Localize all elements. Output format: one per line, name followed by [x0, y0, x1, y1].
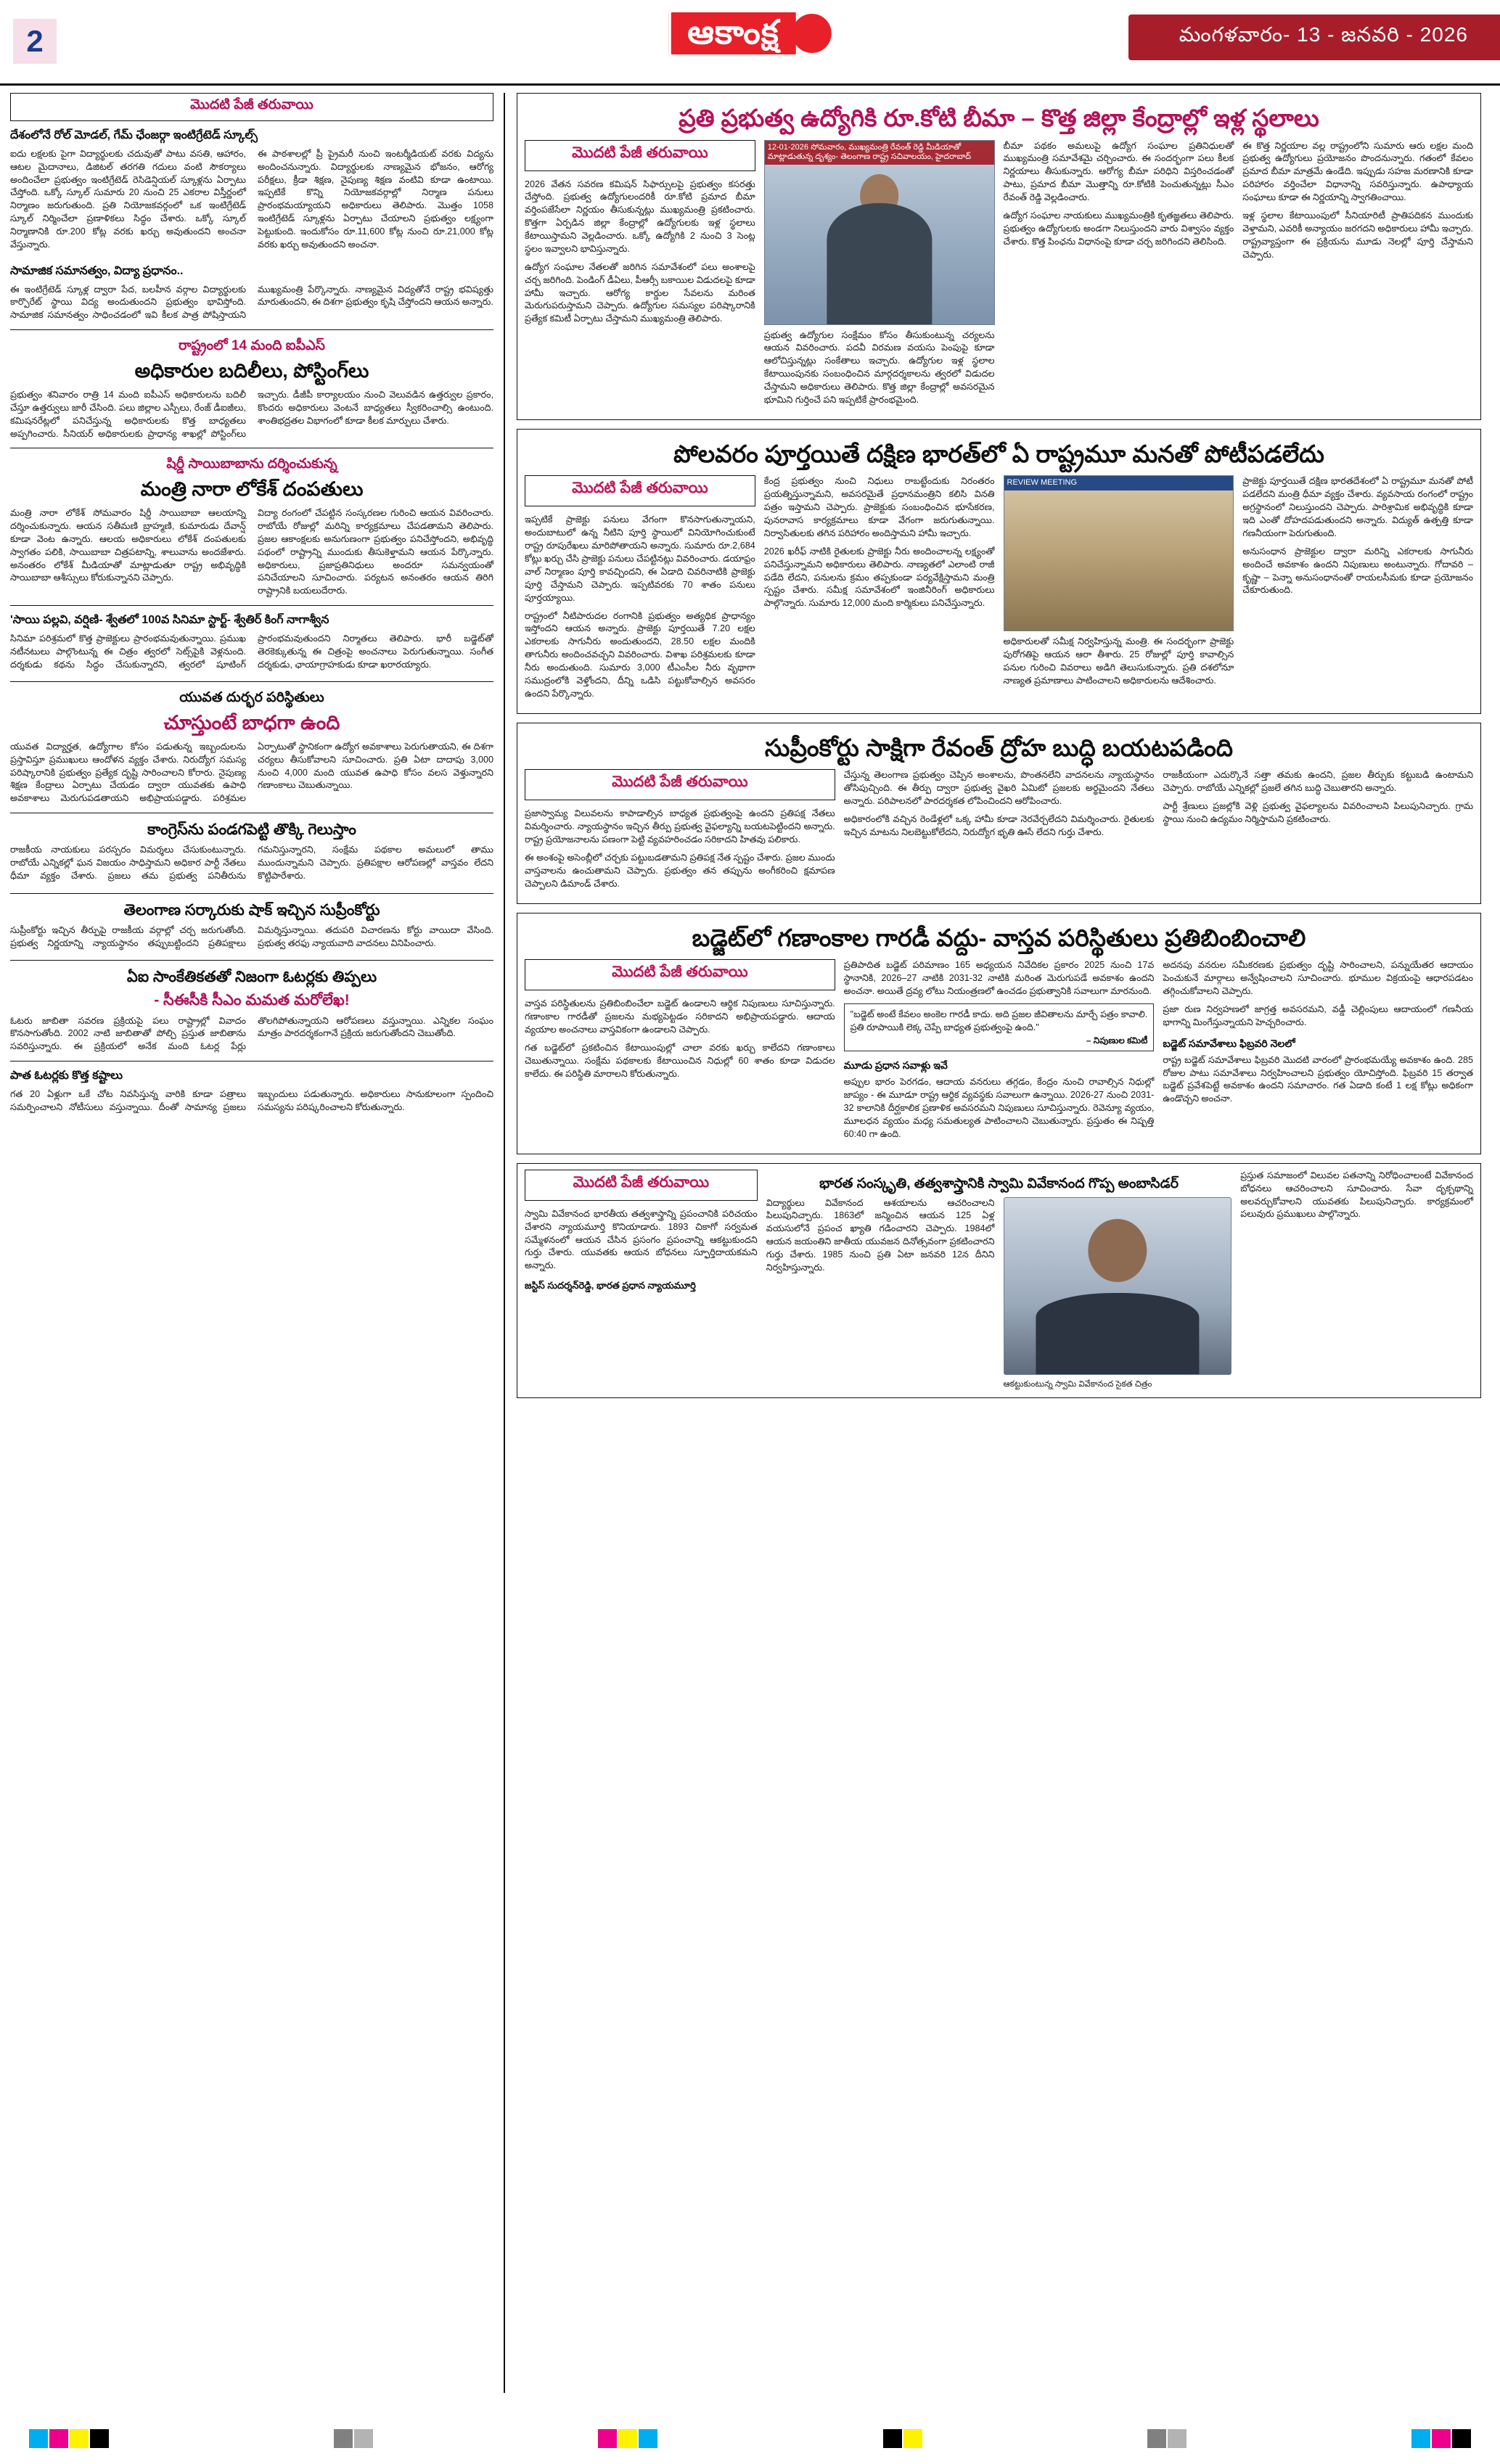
color-swatch	[1168, 2429, 1187, 2448]
logo-mark-icon	[792, 14, 832, 53]
color-swatch	[883, 2429, 902, 2448]
registration-color-bars	[0, 2413, 1500, 2464]
supreme-para-2: ఈ అంశంపై అసెంబ్లీలో చర్చకు పట్టుబడతామని ప్రతిపక్ష నేత స్పష్టం చేశారు. ప్రజల ముందు వాస్తవాలను ఉంచుతామని చెప్పారు. ప్రభుత్వం తన తప్పును అంగీకరించి క్షమాపణ చెప్పాలని డిమాండ్ చేశారు.	[525, 852, 835, 889]
logo-text: ఆకాంక్ష	[668, 10, 798, 57]
story-supremecourt-headline: సుప్రీంకోర్టు సాక్షిగా రేవంత్ ద్రోహ బుద్ధి బయటపడింది	[764, 734, 1234, 761]
youth-body	[10, 741, 493, 805]
continuation-label: మొదటి పేజీ తరువాయి	[525, 140, 755, 171]
cm-press-meet-photo	[764, 140, 995, 325]
divider	[10, 960, 493, 961]
polavaram-photo-caption: అధికారులతో సమీక్ష నిర్వహిస్తున్న మంత్రి. ఈ సందర్భంగా ప్రాజెక్టు పురోగతిపై ఆయన ఆరా తీశారు. 25 రోజుల్లో పూర్తి కావాల్సిన పనుల గురించి వివరాలు అడిగి తెలుసుకున్నారు. ప్రతి దశలోనూ నాణ్యత ప్రమాణాలు పాటించాలని అధికారులను ఆదేశించారు.	[1003, 636, 1234, 686]
shirdi-body	[10, 507, 493, 598]
youth-para: యువత విద్యార్హత, ఉద్యోగాల కోసం పడుతున్న ఇబ్బందులను ప్రస్తావిస్తూ ప్రముఖులు ఆందోళన వ్యక్తం చేశారు. నిరుద్యోగ సమస్య పరిష్కారానికి ప్రభుత్వం ప్రత్యేక దృష్టి సారించాలని కోరారు. నైపుణ్య శిక్షణ కేంద్రాలు ఏర్పాటు చేయడం ద్వారా యువతకు ఉపాధి అవకాశాలు మెరుగుపడతాయని అభిప్రాయపడ్డారు. పరిశ్రమల ఏర్పాటుతో స్థానికంగా ఉద్యోగ అవకాశాలు పెరుగుతాయని, ఈ దిశగా చర్యలు తీసుకోవాలని సూచించారు. ప్రతి ఏటా దాదాపు 3,000 నుంచి 4,000 మంది యువత ఉపాధి కోసం వలస వెళ్తున్నారని గణాంకాలు చెబుతున్నాయి.	[10, 741, 493, 804]
supreme-para-4: అధికారంలోకి వచ్చిన రెండేళ్లలో ఒక్క హామీ కూడా నెరవేర్చలేదని విమర్శించారు. రైతులకు ఇచ్చిన మాటను నిలబెట్టుకోలేదని, నిరుద్యోగ భృతి ఊసే లేదని గుర్తు చేశారు.	[843, 813, 1155, 837]
budget-pullquote	[844, 1003, 1155, 1052]
budget-para-2: గత బడ్జెట్‌లో ప్రకటించిన కేటాయింపుల్లో చాలా వరకు ఖర్చు కాలేదని గణాంకాలు చెబుతున్నాయి. సంక్షేమ పథకాలకు కేటాయించిన నిధుల్లో 60 శాతం కూడా విడుదల కాలేదు. ఈ పరిస్థితి మారాలని కోరుతున్నారు.	[525, 1042, 835, 1079]
right-column	[505, 93, 1481, 2393]
story-insurance-col-2	[764, 140, 995, 412]
viveka-para-3: ప్రస్తుత సమాజంలో విలువల పతనాన్ని నిరోధించాలంటే వివేకానంద బోధనలు ఆచరించాలని సూచించారు. సేవా దృక్పథాన్ని అలవర్చుకోవాలని యువతకు పిలుపునిచ్చారు. కార్యక్రమంలో పలువురు ప్రముఖులు పాల్గొన్నారు.	[1240, 1170, 1473, 1220]
ias-body	[10, 389, 493, 441]
polavaram-para-6: అనుసంధాన ప్రాజెక్టుల ద్వారా మరిన్ని ఎకరాలకు సాగునీరు అందించే అవకాశం ఉందని నిపుణులు అంటున్నారు. గోదావరి – కృష్ణా – పెన్నా అనుసంధానంతో రాయలసీమకు కూడా ప్రయోజనం చేకూరుతుంది.	[1242, 546, 1473, 596]
supremecourt-headline: తెలంగాణ సర్కారుకు షాక్ ఇచ్చిన సుప్రీంకోర్టు	[123, 901, 380, 919]
budget-para-3: ప్రతిపాదిత బడ్జెట్ పరిమాణం 165 అధ్యయన నివేదికల ప్రకారం 2025 నుంచి 17వ స్థానానికి, 2026–27 నాటికి 2031-32 నాటికి మరింత మెరుగుపడే అవకాశం ఉందని అంచనా. అయితే ద్రవ్య లోటు నియంత్రణలో ఉంచడం ప్రభుత్వానికి సవాలుగా మారనుంది.	[843, 960, 1155, 996]
insurance-para-3: ప్రభుత్వ ఉద్యోగుల సంక్షేమం కోసం తీసుకుంటున్న చర్యలను ఆయన వివరించారు. పదవీ విరమణ వయసు పెంపుపై కూడా ఆలోచిస్తున్నట్లు సంకేతాలు ఇచ్చారు. ఉద్యోగుల ఇళ్ల స్థలాల కేటాయింపునకు సంబంధించిన మార్గదర్శకాలను త్వరలో విడుదల చేస్తామని అధికారులు తెలిపారు. కొత్త జిల్లా కేంద్రాల్లో అవసరమైన భూమిని గుర్తించే పని ఇప్పటికే ప్రారంభమైంది.	[763, 329, 995, 405]
viveka-para-2: విద్యార్థులు వివేకానంద ఆశయాలను ఆచరించాలని పిలుపునిచ్చారు. 1863లో జన్మించిన ఆయన 125 ఏళ్ల వయసులోనే ప్రపంచ ఖ్యాతి గడించారని చెప్పారు. 1984లో ఆయన జయంతిని జాతీయ యువజన దినోత్సవంగా ప్రకటించారని గుర్తు చేశారు. 1985 నుంచి ప్రతి ఏటా జనవరి 12న దీనిని నిర్వహిస్తున్నారు.	[766, 1197, 995, 1273]
viveka-photo-caption: ఆకట్టుకుంటున్న స్వామి వివేకానంద సైకత చిత్రం	[1003, 1379, 1152, 1389]
budget-para-6: ప్రజా రుణ నిర్వహణలో జాగ్రత్త అవసరమని, వడ్డీ చెల్లింపులు ఆదాయంలో గణనీయ భాగాన్ని మింగేస్తున్నాయని హెచ్చరించారు.	[1163, 1003, 1474, 1027]
continuation-label: మొదటి పేజీ తరువాయి	[525, 1170, 758, 1201]
story-supremecourt-col-3	[1163, 769, 1473, 895]
cinema-headline: 'సాయి పల్లవి, వర్షిణి- శ్వేతలో 100వ సినిమా స్టార్ట్- శ్వేతిర్ కింగ్ నాగాశ్వీన	[10, 614, 329, 627]
story-budget-col-3	[1163, 959, 1473, 1146]
color-swatch	[90, 2429, 109, 2448]
cinema-para: సినిమా పరిశ్రమలో కొత్త ప్రాజెక్టులు ప్రారంభమవుతున్నాయి. ప్రముఖ నటీనటులు పాల్గొంటున్న ఈ చిత్రం త్వరలో సెట్స్‌పైకి వెళ్లనుంది. దర్శకుడు కథను సిద్ధం చేసుకున్నారని, త్వరలో షూటింగ్ ప్రారంభమవుతుందని నిర్మాతలు తెలిపారు. భారీ బడ్జెట్‌తో తెరకెక్కుతున్న ఈ చిత్రంపై అంచనాలు పెరుగుతున్నాయి. సంగీత దర్శకుడు, ఛాయాగ్రాహకుడు కూడా ఖరారయ్యారు.	[10, 633, 493, 670]
budget-subhead-1: మూడు ప్రధాన సవాళ్లు ఇవే	[843, 1059, 948, 1072]
shirdi-headline: మంత్రి నారా లోకేశ్ దంపతులు	[140, 478, 364, 501]
cinema-body	[10, 633, 493, 674]
supremecourt-body	[10, 924, 493, 953]
viveka-para-1: స్వామి వివేకానంద భారతీయ తత్వశాస్త్రాన్ని ప్రపంచానికి పరిచయం చేశారని న్యాయమూర్తి కొనియాడారు. 1893 చికాగో సర్వమత సమ్మేళనంలో ఆయన చేసిన ప్రసంగం ప్రపంచాన్ని ఆకట్టుకుందని గుర్తు చేశారు. యువతకు ఆయన బోధనలు స్ఫూర్తిదాయకమని అన్నారు.	[525, 1208, 758, 1271]
ias-kicker: రాష్ట్రంలో 14 మంది ఐపీఎస్	[179, 338, 325, 354]
continuation-label: మొదటి పేజీ తరువాయి	[10, 93, 493, 121]
continuation-label: మొదటి పేజీ తరువాయి	[525, 475, 755, 506]
story-polavaram-col-4	[1242, 475, 1473, 705]
swatch-group-gray	[334, 2429, 373, 2448]
health-body	[10, 284, 493, 323]
ai-headline-2: - సీఈసీకి సీఎం మమత మరోలేఖ!	[154, 992, 350, 1009]
story-vivekananda-main	[766, 1170, 1232, 1390]
congress-body	[10, 844, 493, 885]
supreme-para-6: పార్టీ శ్రేణులు ప్రజల్లోకి వెళ్లి ప్రభుత్వ వైఫల్యాలను వివరించాలని పిలుపునిచ్చారు. గ్రామ స్థాయి నుంచి ఉద్యమం నిర్మిస్తామని ప్రకటించారు.	[1163, 801, 1474, 824]
left-column	[10, 93, 505, 2393]
ias-para: ప్రభుత్వం శనివారం రాత్రి 14 మంది ఐపీఎస్ అధికారులను బదిలీ చేస్తూ ఉత్తర్వులు జారీ చేసింది. పలు జిల్లాల ఎస్పీలు, రేంజ్ డీఐజీలు, కమిషనరేట్లలో పనిచేస్తున్న అధికారులకు కొత్త బాధ్యతలు అప్పగించారు. సీనియర్ అధికారులకు ప్రాధాన్య శాఖల్లో పోస్టింగ్‌లు ఇచ్చారు. డీజీపీ కార్యాలయం నుంచి వెలువడిన ఉత్తర్వుల ప్రకారం, కొందరు అధికారులు వెంటనే బాధ్యతలు స్వీకరించాల్సి ఉంటుంది. శాంతిభద్రతల విభాగంలో కూడా కీలక మార్పులు చేశారు.	[10, 389, 493, 439]
budget-para-1: వాస్తవ పరిస్థితులను ప్రతిబింబించేలా బడ్జెట్ ఉండాలని ఆర్థిక నిపుణులు సూచిస్తున్నారు. గణాంకాల గారడీతో ప్రజలను మభ్యపెట్టడం సరికాదని అభిప్రాయపడ్డారు. ఆదాయ వ్యయాల అంచనాలు వాస్తవికంగా ఉండాలని చెప్పారు.	[525, 998, 835, 1035]
intro-body	[10, 148, 493, 257]
story-polavaram-headline: పోలవరం పూర్తయితే దక్షిణ భారత్‌లో ఏ రాష్ట్రమూ మనతో పోటీపడలేదు	[673, 440, 1324, 467]
youth-kicker: యువత దుర్భర పరిస్థితులు	[179, 690, 324, 706]
date-line: మంగళవారం- 13 - జనవరి - 2026	[1128, 15, 1500, 60]
story-vivekananda-col-1	[525, 1170, 758, 1390]
photo-subject-body	[827, 203, 932, 324]
congress-para: రాజకీయ నాయకులు పరస్పరం విమర్శలు చేసుకుంటున్నారు. రాబోయే ఎన్నికల్లో ఘన విజయం సాధిస్తామని అధికార పార్టీ నేతలు ధీమా వ్యక్తం చేశారు. ప్రజలు తమ ప్రభుత్వ పనితీరును గమనిస్తున్నారని, సంక్షేమ పథకాల అమలులో తాము ముందున్నామని చెప్పారు. ప్రతిపక్షాల ఆరోపణల్లో వాస్తవం లేదని కొట్టిపారేశారు.	[10, 845, 493, 882]
polavaram-para-1: ఇప్పటికే ప్రాజెక్టు పనులు వేగంగా కొనసాగుతున్నాయని, అందుబాటులో ఉన్న నీటిని పూర్తి స్థాయిలో వినియోగించుకుంటే రాష్ట్ర రూపురేఖలు మారిపోతాయని అన్నారు. సుమారు రూ.2,684 కోట్లు ఖర్చు చేసి ప్రాజెక్టు పనులు చేపట్టినట్లు వివరించారు. డయాఫ్రం వాల్ నిర్మాణం పూర్తి కావచ్చిందని, ఈ ఏడాది చివరినాటికి ప్రాజెక్టు పూర్తి చేస్తామని చెప్పారు. ఇప్పటివరకు 70 శాతం పనులు పూర్తయ్యాయి.	[525, 514, 755, 603]
intro-para-1: ఐదు లక్షలకు పైగా విద్యార్థులకు చదువుతో పాటు వసతి, ఆహారం, ఆటల మైదానాలు, డిజిటల్ తరగతి గదులు వంటి సౌకర్యాలు అందించేలా ప్రభుత్వం ఇంటిగ్రేటెడ్ రెసిడెన్షియల్ స్కూళ్లను ఏర్పాటు చేస్తోంది. ఒక్కో స్కూల్ సుమారు 20 నుంచి 25 ఎకరాల విస్తీర్ణంలో నిర్మాణం జరుగుతుంది. ప్రతి నియోజకవర్గంలో ఒక ఇంటిగ్రేటెడ్ స్కూల్ నిర్మించేలా ప్రణాళికలు సిద్ధం చేశారు. ఒక్కో స్కూల్ నిర్మాణానికి రూ.200 కోట్ల వరకు ఖర్చు అవుతుందని అంచనా వేస్తున్నారు.	[10, 148, 246, 250]
insurance-para-5: ఈ కొత్త నిర్ణయాల వల్ల రాష్ట్రంలోని సుమారు ఆరు లక్షల మంది ప్రభుత్వ ఉద్యోగులు ప్రయోజనం పొందనున్నారు. గతంలో కేవలం ప్రమాద బీమా మాత్రమే ఉండేది. ఇప్పుడు సహజ మరణానికి కూడా పరిహారం వర్తించేలా విధానాన్ని సవరిస్తున్నారు. ఉపాధ్యాయ సంఘాలు కూడా ఈ నిర్ణయాన్ని స్వాగతించాయి.	[1242, 140, 1473, 203]
shirdi-para-2: విద్యా రంగంలో చేపట్టిన సంస్కరణల గురించి ఆయన వివరించారు. రాబోయే రోజుల్లో మరిన్ని కార్యక్రమాలు చేపడతామని తెలిపారు. ప్రజల ఆకాంక్షలకు అనుగుణంగా ప్రభుత్వం పనిచేస్తోందని, అభివృద్ధి పథంలో రాష్ట్రాన్ని ముందుకు తీసుకెళ్తామని ఆయన పేర్కొన్నారు. అధికారులు, ప్రజాప్రతినిధులు అందరూ సమన్వయంతో పనిచేయాలని సూచించారు. పర్యటన అనంతరం ఆయన తిరిగి రాష్ట్రానికి బయలుదేరారు.	[258, 508, 493, 596]
budget-quote-attribution: – నిపుణుల కమిటీ	[1086, 1035, 1148, 1046]
color-swatch	[49, 2429, 68, 2448]
color-swatch	[1452, 2429, 1471, 2448]
polavaram-para-5: ప్రాజెక్టు పూర్తయితే దక్షిణ భారతదేశంలో ఏ రాష్ట్రమూ మనతో పోటీ పడలేదని మంత్రి ధీమా వ్యక్తం చేశారు. వ్యవసాయ రంగంలో రాష్ట్రం అగ్రస్థానంలో నిలుస్తుందని చెప్పారు. పారిశ్రామిక అభివృద్ధికి కూడా ఇది ఎంతో దోహదపడుతుందని అన్నారు. విద్యుత్ ఉత్పత్తి కూడా గణనీయంగా పెరుగుతుంది.	[1242, 476, 1473, 538]
review-meeting-photo	[1004, 475, 1234, 631]
portrait-head	[1088, 1219, 1147, 1283]
story-polavaram-col-1	[525, 475, 755, 705]
color-swatch	[1432, 2429, 1451, 2448]
color-swatch	[1411, 2429, 1430, 2448]
divider	[10, 329, 493, 330]
story-vivekananda-col-3	[1240, 1170, 1473, 1390]
insurance-para-4: ఉద్యోగ సంఘాల నాయకులు ముఖ్యమంత్రికి కృతజ్ఞతలు తెలిపారు. ప్రభుత్వం ఉద్యోగులకు అండగా నిలుస్తుందని వారు విశ్వాసం వ్యక్తం చేశారు. కొత్త పింఛను విధానంపై కూడా చర్చ జరిగిందని తెలిసింది.	[1003, 210, 1234, 247]
masthead	[0, 0, 1500, 86]
story-insurance-headline: ప్రతి ప్రభుత్వ ఉద్యోగికి రూ.కోటి బీమా – కొత్త జిల్లా కేంద్రాల్లో ఇళ్ల స్థలాలు	[679, 104, 1319, 131]
ai-para: ఓటరు జాబితా సవరణ ప్రక్రియపై పలు రాష్ట్రాల్లో వివాదం కొనసాగుతోంది. 2002 నాటి జాబితాతో పోల్చి ప్రస్తుత జాబితాను సవరిస్తున్నారు. ఈ ప్రక్రియలో అనేక మంది ఓటర్ల పేర్లు తొలగిపోతున్నాయని ఆరోపణలు వస్తున్నాయి. ఎన్నికల సంఘం మాత్రం పారదర్శకంగానే ప్రక్రియ జరుగుతోందని చెబుతోంది.	[10, 1015, 493, 1052]
story-insurance	[517, 93, 1481, 420]
insurance-para-1: 2026 వేతన సవరణ కమిషన్ సిఫార్సులపై ప్రభుత్వం కసరత్తు చేస్తోంది. ప్రభుత్వ ఉద్యోగులందరికీ రూ.కోటి ప్రమాద బీమా వర్తింపజేసేలా నిర్ణయం తీసుకున్నట్లు ముఖ్యమంత్రి ప్రకటించారు. కొత్తగా ఏర్పడిన జిల్లా కేంద్రాల్లో ఉద్యోగులకు ఇళ్ల స్థలాలు కేటాయిస్తామని వెల్లడించారు. ఒక్కో ఉద్యోగికి 2 నుంచి 3 సెంట్ల స్థలం ఇవ్వాలని భావిస్తున్నారు.	[525, 178, 755, 254]
voter-body	[10, 1088, 493, 1117]
voter-para: గత 20 ఏళ్లుగా ఒకే చోట నివసిస్తున్న వారికి కూడా పత్రాలు సమర్పించాలని నోటీసులు వస్తున్నాయి. దీంతో సామాన్య ప్రజలు ఇబ్బందులు పడుతున్నారు. అధికారులు సానుకూలంగా స్పందించి సమస్యను పరిష్కరించాలని కోరుతున్నారు.	[10, 1089, 493, 1112]
story-vivekananda-headline: భారత సంస్కృతి, తత్వశాస్త్రానికి స్వామి వివేకానంద గొప్ప అంబాసిడర్	[819, 1175, 1179, 1191]
story-supremecourt-col-1	[525, 769, 835, 895]
supreme-para-5: రాజకీయంగా ఎదుర్కొనే సత్తా తమకు ఉందని, ప్రజల తీర్పుకు కట్టుబడి ఉంటామని చెప్పారు. రాబోయే ఎన్నికల్లో ప్రజలే తగిన బుద్ధి చెబుతారని అన్నారు.	[1163, 770, 1474, 794]
swatch-group-left	[29, 2429, 109, 2448]
shirdi-kicker: షిర్డీ సాయిబాబాను దర్శించుకున్న	[166, 456, 337, 472]
divider	[10, 893, 493, 894]
health-headline: సామాజిక సమానత్వం, విద్యా ప్రధానం..	[10, 264, 184, 277]
story-budget	[517, 913, 1481, 1154]
color-swatch	[354, 2429, 373, 2448]
polavaram-para-2: రాష్ట్రంలో నీటిపారుదల రంగానికి ప్రభుత్వం అత్యధిక ప్రాధాన్యం ఇస్తోందని ఆయన అన్నారు. ప్రాజెక్టు పూర్తయితే 7.20 లక్షల ఎకరాలకు సాగునీరు అందుతుందని, 28.50 లక్షల మందికి తాగునీరు అందించవచ్చని వివరించారు. విశాఖ పరిశ్రమలకు కూడా నీరు అందుతుంది. సుమారు 3,000 టీఎంసీల నీరు వృథాగా సముద్రంలోకి వెళ్తోందని, దీన్ని ఒడిసి పట్టుకోవాల్సిన అవసరం ఉందని పేర్కొన్నారు.	[525, 610, 755, 699]
story-polavaram	[517, 429, 1481, 714]
story-budget-headline: బడ్జెట్‌లో గణాంకాల గారడీ వద్దు- వాస్తవ పరిస్థితులు ప్రతిబింబించాలి	[692, 924, 1306, 951]
color-swatch	[903, 2429, 922, 2448]
insurance-para-2: ఉద్యోగ సంఘాల నేతలతో జరిగిన సమావేశంలో పలు అంశాలపై చర్చ జరిగింది. పెండింగ్ డీఏలు, పీఆర్సీ బకాయిల విడుదలపై కూడా హామీ ఇచ్చారు. ఆరోగ్య కార్డుల సేవలను మరింత మెరుగుపరుస్తామని చెప్పారు. ఉద్యోగుల సమస్యల పరిష్కారానికి ప్రత్యేక కమిటీ ఏర్పాటు చేస్తామని ముఖ్యమంత్రి తెలిపారు.	[525, 261, 755, 324]
story-supremecourt-col-2	[844, 769, 1155, 895]
polavaram-para-3: కేంద్ర ప్రభుత్వం నుంచి నిధులు రాబట్టేందుకు నిరంతరం ప్రయత్నిస్తున్నామని, అవసరమైతే ప్రధానమంత్రిని కలిసి వినతి పత్రం ఇస్తామని చెప్పారు. ప్రాజెక్టుకు సంబంధించిన భూసేకరణ, పునరావాస కార్యక్రమాలు కూడా వేగంగా జరుగుతున్నాయి. నిర్వాసితులకు తగిన పరిహారం అందిస్తామని హామీ ఇచ్చారు.	[763, 476, 995, 538]
story-polavaram-col-2	[764, 475, 995, 705]
budget-quote-text: "బడ్జెట్ అంటే కేవలం అంకెల గారడీ కాదు. అది ప్రజల జీవితాలను మార్చే పత్రం కావాలి. ప్రతి రూపాయికి లెక్క చెప్పే బాధ్యత ప్రభుత్వంపై ఉంది."	[850, 1009, 1148, 1032]
budget-subhead-2: బడ్జెట్ సమావేశాలు ఫిబ్రవరి నెలలో	[1163, 1037, 1295, 1049]
photo-badge: REVIEW MEETING	[1004, 476, 1234, 490]
polavaram-para-4: 2026 ఖరీఫ్ నాటికి రైతులకు ప్రాజెక్టు నీరు అందించాలన్న లక్ష్యంతో పనిచేస్తున్నామని అధికారులు తెలిపారు. నాణ్యతలో ఎలాంటి రాజీ పడేది లేదని, పనులను క్రమం తప్పకుండా పర్యవేక్షిస్తామని మంత్రి స్పష్టం చేశారు. సమీక్ష సమావేశంలో ఇంజినీరింగ్ అధికారులు పాల్గొన్నారు. సుమారు 12,000 మంది కార్మికులు పనిచేస్తున్నారు.	[763, 546, 995, 609]
continuation-label: మొదటి పేజీ తరువాయి	[525, 959, 835, 990]
ai-body	[10, 1015, 493, 1054]
insurance-photo-caption: బీమా పథకం అమలుపై ఉద్యోగ సంఘాల ప్రతినిధులతో ముఖ్యమంత్రి సమావేశమై చర్చించారు. ఈ సందర్భంగా పలు కీలక నిర్ణయాలు తీసుకున్నారు. ఆరోగ్య బీమా పరిధిని విస్తరించడంతో పాటు, ప్రమాద బీమా మొత్తాన్ని రూ.కోటికి పెంచుతున్నట్లు సీఎం రేవంత్ రెడ్డి వెల్లడించారు.	[1003, 140, 1234, 203]
budget-para-4: అప్పుల భారం పెరగడం, ఆదాయ వనరులు తగ్గడం, కేంద్రం నుంచి రావాల్సిన నిధుల్లో జాప్యం - ఈ మూడూ రాష్ట్ర ఆర్థిక వ్యవస్థకు సవాలుగా ఉన్నాయి. 2026-27 నుంచి 2031-32 కాలానికి దీర్ఘకాలిక ప్రణాళిక అవసరమని నిపుణులు సూచిస్తున్నారు. రెవెన్యూ వ్యయం, మూలధన వ్యయం మధ్య సమతుల్యత పాటించాలని చెబుతున్నారు. ప్రస్తుతం ఈ నిష్పత్తి 60:40 గా ఉంది.	[843, 1077, 1155, 1139]
story-supremecourt	[517, 723, 1481, 904]
divider	[10, 605, 493, 606]
budget-para-7: రాష్ట్ర బడ్జెట్ సమావేశాలు ఫిబ్రవరి మొదటి వారంలో ప్రారంభమయ్యే అవకాశం ఉంది. 285 రోజుల పాటు సమావేశాలు నిర్వహించాలని ప్రభుత్వం యోచిస్తోంది. ఫిబ్రవరి 15 తర్వాత బడ్జెట్ ప్రవేశపెట్టే అవకాశం ఉందని సమాచారం. గత ఏడాది కంటే 1 లక్ష కోట్లు అధికంగా ఉండొచ్చని అంచనా.	[1163, 1054, 1474, 1104]
youth-headline: చూస్తుంటే బాధగా ఉంది	[163, 711, 340, 734]
color-swatch	[29, 2429, 48, 2448]
supreme-para-3: చేస్తున్న తెలంగాణ ప్రభుత్వం చెప్పిన అంశాలను, పొంతనలేని వాదనలను న్యాయస్థానం తోసిపుచ్చింది. ఈ తీర్పు ద్వారా ప్రభుత్వ వైఖరి ఏమిటో ప్రజలకు అర్థమైందని నేతలు అన్నారు. పరిపాలనలో పారదర్శకత లోపించిందని ఆరోపించారు.	[843, 770, 1155, 807]
publication-logo	[668, 10, 831, 57]
intro-headline: దేశంలోనే రోల్ మోడల్, గేమ్ ఛేంజర్గా ఇంటిగ్రేటెడ్ స్కూల్స్	[10, 129, 258, 141]
supremecourt-para: సుప్రీంకోర్టు ఇచ్చిన తీర్పుపై రాజకీయ వర్గాల్లో చర్చ జరుగుతోంది. ప్రభుత్వ నిర్ణయాన్ని న్యాయస్థానం తప్పుబట్టిందని ప్రతిపక్షాలు విమర్శిస్తున్నాయి. తదుపరి విచారణను కోర్టు వాయిదా వేసింది. ప్రభుత్వ తరఫు న్యాయవాది వాదనలు వినిపించారు.	[10, 924, 493, 948]
page-body	[0, 86, 1500, 2393]
story-insurance-col-4	[1242, 140, 1473, 412]
story-insurance-col-3	[1004, 140, 1234, 412]
swatch-group-right-1	[883, 2429, 922, 2448]
color-swatch	[1147, 2429, 1166, 2448]
ai-headline-1: ఏఐ సాంకేతికతతో నిజంగా ఓటర్లకు తిప్పలు	[126, 969, 377, 986]
color-swatch	[70, 2429, 89, 2448]
color-swatch	[639, 2429, 657, 2448]
health-para: ఈ ఇంటిగ్రేటెడ్ స్కూళ్ల ద్వారా పేద, బలహీన వర్గాల విద్యార్థులకు కార్పొరేట్ స్థాయి విద్య అందుతుందని ప్రభుత్వం భావిస్తోంది. సామాజిక సమానత్వం సాధించడంలో ఇవి కీలక పాత్ర పోషిస్తాయని ముఖ్యమంత్రి పేర్కొన్నారు. నాణ్యమైన విద్యతోనే రాష్ట్ర భవిష్యత్తు మారుతుందని, ఈ దిశగా ప్రభుత్వం కృషి చేస్తోందని ఆయన అన్నారు.	[10, 284, 493, 321]
story-budget-col-2	[844, 959, 1155, 1146]
continuation-label: మొదటి పేజీ తరువాయి	[525, 769, 835, 800]
intro-para-2: ఈ పాఠశాలల్లో ప్రీ ప్రైమరీ నుంచి ఇంటర్మీడియట్ వరకు విద్యను అందించనున్నారు. విద్యార్థులకు నాణ్యమైన భోజనం, ఆరోగ్య పరీక్షలు, క్రీడా శిక్షణ, నైపుణ్య శిక్షణ వంటివి కూడా ఉంటాయి. ఇప్పటికే కొన్ని నియోజకవర్గాల్లో నిర్మాణ పనులు ప్రారంభమయ్యాయని అధికారులు తెలిపారు. మొత్తం 1058 ఇంటిగ్రేటెడ్ స్కూళ్లను ఏర్పాటు చేయాలని ప్రభుత్వం లక్ష్యంగా పెట్టుకుంది. ఇందుకోసం రూ.11,600 కోట్ల నుంచి రూ.21,000 కోట్ల వరకు ఖర్చు అవుతుందని అంచనా.	[258, 148, 493, 250]
swatch-group-mid	[598, 2429, 657, 2448]
story-polavaram-col-3	[1004, 475, 1234, 705]
page-number: 2	[13, 19, 57, 64]
supreme-para-1: ప్రజాస్వామ్య విలువలను కాపాడాల్సిన బాధ్యత ప్రభుత్వంపై ఉందని ప్రతిపక్ష నేతలు విమర్శించారు. న్యాయస్థానం ఇచ్చిన తీర్పు ప్రభుత్వ వైఫల్యాన్ని బయటపెట్టిందని అన్నారు. రాష్ట్ర ప్రయోజనాలను పణంగా పెట్టి వ్యవహరించడం సరికాదని హితవు పలికారు.	[525, 808, 835, 845]
budget-para-5: అదనపు వనరుల సమీకరణకు ప్రభుత్వం దృష్టి సారించాలని, పన్నుయేతర ఆదాయం పెంచుకునే మార్గాలు అన్వేషించాలని సూచించారు. భూముల విక్రయంపై ఆధారపడటం తగ్గించుకోవాలని చెప్పారు.	[1163, 960, 1474, 996]
swatch-group-right-3	[1411, 2429, 1471, 2448]
shirdi-para-1: మంత్రి నారా లోకేశ్ సోమవారం షిర్డీ సాయిబాబా ఆలయాన్ని దర్శించుకున్నారు. ఆయన సతీమణి బ్రాహ్మణి, కుమారుడు దేవాన్ష్ కూడా వెంట ఉన్నారు. ఆలయ అధికారులు లోకేశ్ దంపతులకు స్వాగతం పలికి, సాయిబాబా చిత్రపటాన్ని, శాలువాను అందజేశారు. అనంతరం లోకేశ్ మీడియాతో మాట్లాడుతూ రాష్ట్ర అభివృద్ధికి సాయిబాబా ఆశీస్సులు కోరుకున్నానని చెప్పారు.	[10, 508, 246, 583]
story-insurance-col-1	[525, 140, 755, 412]
photo-overlay-caption: 12-01-2026 సోమవారం, ముఖ్యమంత్రి రేవంత్ రెడ్డి మీడియాతో మాట్లాడుతున్న దృశ్యం- తెలంగాణ రాష్ట్ర సచివాలయం, హైదరాబాద్	[765, 141, 994, 165]
ias-headline: అధికారుల బదిలీలు, పోస్టింగ్‌లు	[134, 359, 369, 382]
congress-headline: కాంగ్రెస్‌ను పండగపెట్టి తొక్కి గెలుస్తాం	[147, 821, 356, 839]
insurance-para-6: ఇళ్ల స్థలాల కేటాయింపులో సీనియారిటీ ప్రాతిపదికన ముందుకు వెళ్తామని, ఎవరికీ అన్యాయం జరగదని అధికారులు హామీ ఇచ్చారు. రాష్ట్రవ్యాప్తంగా ఈ ప్రక్రియను మూడు నెలల్లో పూర్తి చేస్తామని చెప్పారు.	[1242, 210, 1473, 260]
justice-portrait-photo	[1004, 1197, 1232, 1375]
viveka-subhead: జస్టిస్ సుదర్శన్‌రెడ్డి, భారత ప్రధాన న్యాయమూర్తి	[525, 1280, 696, 1291]
divider	[10, 681, 493, 682]
story-budget-col-1	[525, 959, 835, 1146]
swatch-group-right-2	[1147, 2429, 1187, 2448]
color-swatch	[618, 2429, 637, 2448]
color-swatch	[598, 2429, 617, 2448]
color-swatch	[334, 2429, 353, 2448]
portrait-body	[1036, 1293, 1199, 1374]
story-vivekananda	[517, 1163, 1481, 1398]
voter-headline: పాత ఓటర్లకు కొత్త కష్టాలు	[10, 1069, 123, 1083]
